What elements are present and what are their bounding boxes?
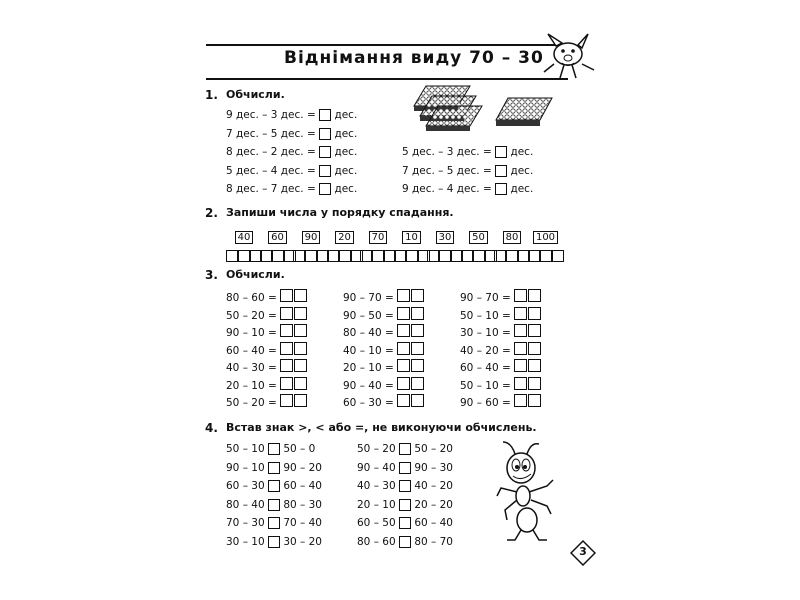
- equation-text: 20 – 10 =: [226, 379, 277, 392]
- right-expression: 90 – 20: [283, 461, 322, 474]
- answer-box-2digit[interactable]: [397, 377, 425, 395]
- equation-text: 50 – 10 =: [460, 309, 511, 322]
- answer-cells[interactable]: [526, 247, 566, 266]
- sign-box[interactable]: [399, 536, 411, 548]
- task4-comparison: [357, 479, 453, 494]
- answer-box-2digit[interactable]: [397, 324, 425, 342]
- sign-box[interactable]: [268, 499, 280, 511]
- tens-blocks-illustration: [408, 84, 558, 139]
- left-expression: 30 – 10: [226, 535, 265, 548]
- equation-text: 90 – 50 =: [343, 309, 394, 322]
- answer-box[interactable]: [495, 146, 507, 158]
- left-expression: 70 – 30: [226, 517, 265, 529]
- number-label: 90: [302, 231, 321, 244]
- task3-instruction: Обчисли.: [226, 268, 285, 281]
- right-expression: 20 – 20: [414, 498, 453, 511]
- answer-box-2digit[interactable]: [514, 307, 542, 325]
- answer-box-2digit[interactable]: [280, 342, 308, 360]
- left-expression: 40 – 30: [357, 480, 396, 492]
- task4-comparison: [357, 461, 453, 476]
- unit-label: дес.: [334, 183, 358, 195]
- left-expression: 60 – 30: [226, 480, 265, 492]
- left-expression: 90 – 40: [357, 461, 396, 474]
- task3-equation: [460, 324, 542, 339]
- answer-box[interactable]: [319, 165, 331, 177]
- task3-equation: [460, 377, 542, 392]
- equation-text: 9 дес. – 4 дес. =: [402, 183, 492, 195]
- equation-text: 90 – 40 =: [343, 379, 394, 392]
- task4-comparison: [226, 442, 315, 457]
- right-expression: 80 – 30: [283, 498, 322, 511]
- answer-box[interactable]: [319, 109, 331, 121]
- task4-comparison: [226, 516, 322, 531]
- sign-box[interactable]: [399, 517, 411, 529]
- number-label: 10: [402, 231, 421, 244]
- equation-text: 40 – 20 =: [460, 344, 511, 357]
- left-expression: 80 – 40: [226, 498, 265, 511]
- task4-comparison: [226, 498, 322, 513]
- right-expression: 30 – 20: [283, 535, 322, 548]
- unit-label: дес.: [334, 109, 358, 121]
- right-expression: 50 – 0: [283, 443, 316, 455]
- equation-text: 90 – 10 =: [226, 327, 277, 339]
- answer-box-2digit[interactable]: [514, 324, 542, 342]
- task3-equation: [343, 394, 425, 409]
- equation-text: 50 – 20 =: [226, 309, 277, 322]
- ant-cartoon-illustration: [493, 440, 563, 544]
- equation-text: 60 – 30 =: [343, 397, 394, 409]
- answer-box-2digit[interactable]: [397, 289, 425, 307]
- sign-box[interactable]: [268, 480, 280, 492]
- task3-equation: [343, 289, 425, 304]
- equation-text: 8 дес. – 7 дес. =: [226, 183, 316, 195]
- number-label: 70: [369, 231, 388, 244]
- equation-text: 50 – 10 =: [460, 379, 511, 392]
- left-expression: 20 – 10: [357, 498, 396, 511]
- unit-label: дес.: [510, 146, 534, 158]
- task3-equation: [226, 342, 308, 357]
- equation-text: 60 – 40 =: [460, 362, 511, 374]
- answer-box-2digit[interactable]: [280, 377, 308, 395]
- unit-label: дес.: [334, 127, 358, 140]
- task4-comparison: [226, 461, 322, 476]
- pig-mascot-illustration: [538, 28, 598, 80]
- answer-box-2digit[interactable]: [397, 342, 425, 360]
- task1-left-equation: [226, 108, 357, 123]
- unit-label: дес.: [510, 164, 534, 177]
- equation-text: 7 дес. – 5 дес. =: [226, 127, 316, 140]
- right-expression: 40 – 20: [414, 480, 453, 492]
- number-label: 100: [533, 231, 558, 244]
- equation-text: 9 дес. – 3 дес. =: [226, 109, 316, 121]
- left-expression: 60 – 50: [357, 517, 396, 529]
- sign-box[interactable]: [399, 462, 411, 474]
- answer-box[interactable]: [319, 146, 331, 158]
- right-expression: 80 – 70: [414, 535, 453, 548]
- number-label: 20: [335, 231, 354, 244]
- task1-left-equation: [226, 164, 357, 179]
- task4-comparison: [226, 479, 322, 494]
- task3-equation: [226, 307, 308, 322]
- right-expression: 60 – 40: [283, 480, 322, 492]
- answer-box-2digit[interactable]: [514, 359, 542, 377]
- answer-box-2digit[interactable]: [280, 359, 308, 377]
- answer-box[interactable]: [319, 183, 331, 195]
- unit-label: дес.: [334, 164, 358, 177]
- task3-equation: [343, 324, 425, 339]
- equation-text: 90 – 60 =: [460, 397, 511, 409]
- task3-equation: [460, 394, 542, 409]
- equation-text: 30 – 10 =: [460, 327, 511, 339]
- task1-right-equation: [402, 182, 533, 197]
- task4-comparison: [357, 498, 453, 513]
- task1-instruction: Обчисли.: [226, 88, 285, 101]
- number-card: [526, 225, 566, 266]
- left-expression: 80 – 60: [357, 535, 396, 548]
- answer-box-2digit[interactable]: [514, 394, 542, 412]
- task3-equation: [226, 289, 308, 304]
- answer-box[interactable]: [319, 128, 331, 140]
- right-expression: 90 – 30: [414, 461, 453, 474]
- equation-text: 90 – 70 =: [343, 292, 394, 304]
- task2-number: 2.: [205, 206, 218, 220]
- page-number: 3: [579, 545, 587, 558]
- task3-equation: [343, 377, 425, 392]
- task1-left-equation: [226, 182, 357, 197]
- task3-equation: [226, 394, 308, 409]
- answer-box[interactable]: [495, 183, 507, 195]
- task3-equation: [226, 377, 308, 392]
- equation-text: 50 – 20 =: [226, 397, 277, 409]
- equation-text: 8 дес. – 2 дес. =: [226, 146, 316, 158]
- answer-box-2digit[interactable]: [514, 377, 542, 395]
- task3-equation: [460, 289, 542, 304]
- answer-box[interactable]: [495, 165, 507, 177]
- equation-text: 80 – 40 =: [343, 327, 394, 339]
- number-label: 60: [268, 231, 287, 244]
- answer-box-2digit[interactable]: [397, 307, 425, 325]
- equation-text: 90 – 70 =: [460, 292, 511, 304]
- task3-equation: [226, 359, 308, 374]
- equation-text: 60 – 40 =: [226, 344, 277, 357]
- equation-text: 20 – 10 =: [343, 362, 394, 374]
- answer-box-2digit[interactable]: [280, 324, 308, 342]
- task4-comparison: [357, 442, 453, 457]
- task3-equation: [460, 359, 542, 374]
- equation-text: 5 дес. – 4 дес. =: [226, 164, 316, 177]
- number-label: 80: [503, 231, 522, 244]
- task4-comparison: [357, 535, 453, 550]
- left-expression: 50 – 20: [357, 443, 396, 455]
- task1-left-equation: [226, 145, 357, 160]
- equation-text: 40 – 10 =: [343, 344, 394, 357]
- equation-text: 7 дес. – 5 дес. =: [402, 164, 492, 177]
- task4-number: 4.: [205, 421, 218, 435]
- task3-equation: [343, 307, 425, 322]
- task1-left-equation: [226, 127, 357, 142]
- sign-box[interactable]: [399, 443, 411, 455]
- answer-box-2digit[interactable]: [514, 289, 542, 307]
- right-expression: 70 – 40: [283, 517, 322, 529]
- task3-equation: [343, 342, 425, 357]
- left-expression: 90 – 10: [226, 461, 265, 474]
- answer-box-2digit[interactable]: [280, 307, 308, 325]
- sign-box[interactable]: [399, 480, 411, 492]
- answer-box-2digit[interactable]: [280, 394, 308, 412]
- number-label: 50: [469, 231, 488, 244]
- task3-equation: [460, 307, 542, 322]
- sign-box[interactable]: [268, 462, 280, 474]
- task4-comparison: [357, 516, 453, 531]
- sign-box[interactable]: [268, 536, 280, 548]
- sign-box[interactable]: [399, 499, 411, 511]
- page-title: Віднімання виду 70 – 30: [284, 48, 544, 68]
- answer-box-2digit[interactable]: [514, 342, 542, 360]
- equation-text: 80 – 60 =: [226, 292, 277, 304]
- left-expression: 50 – 10: [226, 443, 265, 455]
- equation-text: 40 – 30 =: [226, 362, 277, 374]
- task3-equation: [460, 342, 542, 357]
- task3-number: 3.: [205, 268, 218, 282]
- answer-box-2digit[interactable]: [397, 359, 425, 377]
- task3-equation: [226, 324, 308, 339]
- answer-box-2digit[interactable]: [397, 394, 425, 412]
- sign-box[interactable]: [268, 517, 280, 529]
- sign-box[interactable]: [268, 443, 280, 455]
- unit-label: дес.: [334, 146, 358, 158]
- task4-comparison: [226, 535, 322, 550]
- right-expression: 50 – 20: [414, 443, 453, 455]
- task4-instruction: Встав знак >, < або =, не виконуючи обчислень.: [226, 421, 537, 434]
- equation-text: 5 дес. – 3 дес. =: [402, 146, 492, 158]
- answer-box-2digit[interactable]: [280, 289, 308, 307]
- number-label: 40: [235, 231, 254, 244]
- right-expression: 60 – 40: [414, 517, 453, 529]
- task2-instruction: Запиши числа у порядку спадання.: [226, 206, 454, 219]
- task3-equation: [343, 359, 425, 374]
- task1-right-equation: [402, 164, 533, 179]
- unit-label: дес.: [510, 183, 534, 195]
- task1-number: 1.: [205, 88, 218, 102]
- task1-right-equation: [402, 145, 533, 160]
- number-label: 30: [436, 231, 455, 244]
